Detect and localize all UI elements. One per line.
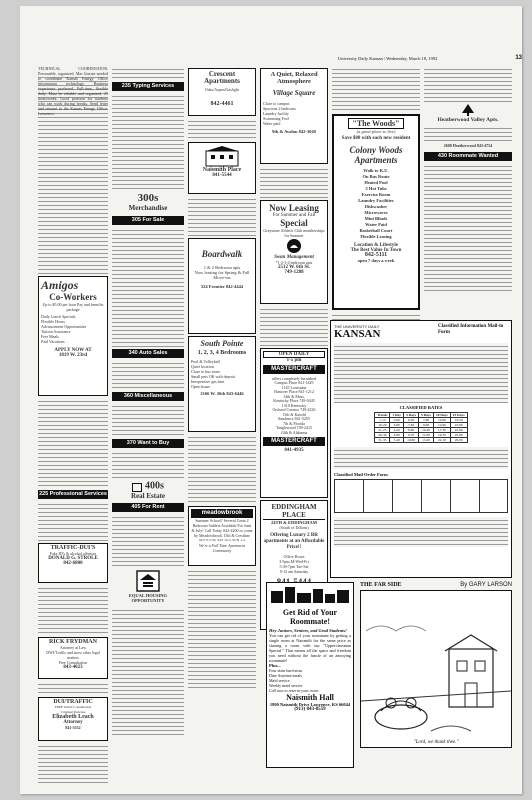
classified-text-block [112,360,184,390]
now-leasing-title: Now Leasing [269,203,319,213]
mastercraft-list-item: 7th & Florida [283,420,305,426]
rick-frydman-ad [38,637,108,679]
amigos-address: 1819 W. 23rd [58,353,88,358]
classified-text-block [38,585,108,635]
woods-best: The Best Value In Town [350,248,402,253]
rates-cell: 19.70 [434,433,451,438]
order-form-fields[interactable] [334,517,508,547]
classified-text-block [112,514,184,566]
mastercraft-list-item: Hanover Place 841-1212 [274,389,314,394]
column-6 [424,66,512,326]
page-header: University Daily Kansan / Wednesday, March 18, 1992 13 [338,55,522,61]
mastercraft-sub: offers completely furnished [271,376,317,381]
classified-text-block [424,66,512,102]
rates-cell: 13.20 [419,438,434,443]
rates-cell: 5.40 [390,438,404,443]
south-pointe-item: Close to bus route [191,369,220,374]
rates-cell: 4.80 [390,433,404,438]
now-leasing-special: Special [280,218,308,228]
rates-cell: 29.00 [450,438,467,443]
meadowbrook-tag: We're a Full Time Apartment Community [198,543,246,553]
classifications-text [334,447,508,469]
rates-cell: 26-30 [375,433,390,438]
naismith-hall-ad [266,582,354,768]
eddingham-sub2: (South of Dillons) [279,525,309,530]
classified-text-block [112,450,184,480]
rates-cell: 7.40 [404,423,419,428]
real-estate-header [112,480,184,500]
village-address: 9th & Avalon 842-3040 [272,129,316,134]
heatherwood-phone: 2600 Heatherwood 843-4754 [443,143,493,148]
naismith-hall-phone: (913) 843-8559 [294,707,326,712]
village-logo: Village Square [272,89,316,97]
roommate-sub: Hey Juniors, Seniors, and Grad Students! [269,628,347,633]
rates-cell: 22.80 [450,428,467,433]
rick-extra: Free Consultation [58,660,88,665]
woods-item: Basketball Court [359,228,393,233]
house-icon [132,483,142,492]
amigos-item: Paid Vacations [41,339,65,344]
classified-text-block [260,166,328,198]
amigos-sub: Up to $5.00 per hour Pay and benefits package [42,302,104,312]
far-side-author: By GARY LARSON [460,582,512,588]
far-side-title: THE FAR SIDE [360,582,402,588]
classified-text-block [38,743,108,783]
naismith-hall-name: Naismith Hall [286,693,334,702]
rates-cell: 16.50 [450,418,467,423]
heatherwood-text [424,125,512,143]
kansan-sub: THE UNIVERSITY DAILY [334,324,380,329]
woods-item: Exercise Room [361,192,391,197]
rates-cell: 9.70 [404,433,419,438]
amigos-item: Daily Lunch Specials [41,314,76,319]
mastercraft-list-item: Campus Place 841-1429 [274,380,314,385]
far-side-comic [360,582,512,762]
dui-traffic-ad [38,697,108,741]
mastercraft-list-item: Orchard Corners 749-4226 [272,407,316,412]
classified-text-block [38,501,108,541]
page-number: 13 [515,55,522,61]
traffic-phone: 842-6800 [63,561,83,566]
rates-cell: 21-25 [375,428,390,433]
south-pointe-item: Quiet location [191,364,214,369]
south-pointe-address: 2166 W. 26th 843-6446 [200,391,244,396]
roommate-text: You can get rid of your roommate by getting a single room at Naismith for the same price as sharing a room with our "Upperclassman Special." That means all the space and freedom you need without the hassle of an annoying roommate! [269,633,351,663]
traffic-ad [38,543,108,583]
rates-cell: 10.40 [419,428,434,433]
roommate-item: Four done bar/extras [269,668,303,673]
classified-text-block [424,163,512,293]
mastercraft-phone: 841-4935 [284,448,304,453]
classified-text-block [188,118,256,140]
rates-header: 5 Days [419,413,434,418]
swan-icon [284,238,304,254]
boardwalk-address: 524 Frontier 842-4444 [200,284,244,289]
rates-cell: 25.90 [450,433,467,438]
village-item: Swimming Pool [263,116,289,121]
woods-item: Water Paid [365,222,387,227]
traffic-title: TRAFFIC-DUI'S [50,545,96,551]
village-square-ad [260,68,328,164]
crescent-title: Crescent Apartments [204,70,240,85]
rates-cell: 9.00 [419,423,434,428]
eddingham-sub: 24TH & EDDINGHAM [271,520,317,525]
rick-name: RICK FRYDMAN [49,639,97,645]
amigos-item: Tuition Assistance [41,329,71,334]
dui-phone: 841-5552 [65,725,81,730]
section-header: 360 Miscellaneous [112,392,184,401]
meadowbrook-text: Summer School? Several Great 2 Bedroom Sublets Available For June & July! Call Today 842-4200 or come by Meadowbrook 15th & Crestline [191,518,253,538]
classified-text-block [38,681,108,695]
open-daily-time: 1-5 pm [286,358,302,363]
cartoon-drawing [361,591,511,747]
eddingham-hours: 5:30-7pm Tue-Sat [279,564,309,569]
rates-cell: 3.60 [390,423,404,428]
rick-sub: DWI/Traffic and most other legal matters [46,650,100,660]
roommate-title: Get Rid of Your Roommate! [282,608,338,626]
mastercraft-list-item: 14th & Mass. [283,393,305,399]
rates-cell: 19.60 [450,423,467,428]
woods-sub: (a great place to live) [356,129,396,134]
far-side-caption: "Lord, we thank thee." [413,740,459,745]
meadowbrook-logo: meadowbrook [191,509,253,518]
swan-title: Swan Management [274,255,314,260]
classified-text-block [332,66,420,112]
order-form-grid[interactable] [334,479,508,513]
boardwalk-logo: Boardwalk [201,249,243,259]
colony-woods-ad [332,114,420,310]
village-item: Spacious 2 bedroom [263,106,296,111]
rates-cell: 7.60 [419,418,434,423]
tree-icon [461,104,475,116]
rates-header: 10 Days [434,413,451,418]
meadowbrook-ad [188,506,256,566]
dui-item: Criminal Defense [60,710,86,714]
now-leasing-sub: For Summer and Fall [272,213,316,218]
column-3 [188,66,256,786]
south-pointe-item: Inexpensive gas heat [191,379,225,384]
far-side-panel [360,590,512,748]
amigos-title: Co-Workers [49,292,97,302]
meadowbrook-hours: M-F 9-5:30, SAT 10-5, SUN 1-4 [199,538,245,542]
woods-item: 2 Hot Tubs [365,186,387,191]
kansan-title: KANSAN [334,328,381,340]
mastercraft-list-item: 15th & Kasold [282,411,306,417]
now-leasing-sub2: Graystone Athletic Club memberships for Summer [263,228,325,238]
classified-text-block [112,93,184,189]
woods-name: Colony Woods Apartments [349,145,403,165]
woods-open: open 7 days a week [357,258,395,263]
rates-cell: 3.00 [390,418,404,423]
classified-text-block [260,306,328,346]
south-pointe-item: Open house [191,384,210,389]
rates-header: 15 Days [450,413,467,418]
rates-cell: 31-35 [375,438,390,443]
woods-item: Heated Pool [364,180,388,185]
skyline-icon [269,585,351,603]
roommate-plus: Plus... [269,663,281,668]
amigos-item: Flexible Hours [41,319,65,324]
mastercraft-list-item: 24th & Alabama [280,429,308,435]
section-header: 340 Auto Sales [112,349,184,358]
heatherwood-title: Heatherwood Valley Apts. [437,117,499,123]
crescent-apartments-ad [188,68,256,116]
classified-text-block [38,398,108,488]
boardwalk-ad [188,238,256,334]
real-estate-label: Real Estate [130,492,166,500]
naismith-place-phone: 841-5544 [212,173,232,178]
roommate-call: Call now to reserve your room. [269,688,319,693]
mastercraft-list-item: 1145 Louisiana [281,384,307,390]
heatherwood-ad [424,104,512,148]
roommate-item: Maid service [269,678,290,683]
boardwalk-sub: 1 & 2 Bedroom apts [203,265,241,270]
boardwalk-sub2: Now leasing for Spring & Fall Move-ins [194,270,250,280]
amigos-logo: Amigos [41,278,79,292]
village-tagline: A Quiet, Relaxed Atmosphere [270,71,318,85]
merchandise-header [112,193,184,212]
paper-name: University Daily Kansan [338,56,383,61]
open-daily-title: OPEN DAILY [263,351,325,358]
woods-item: Mini Blinds [364,216,388,221]
rates-cell: 11.80 [419,433,434,438]
rates-cell: 17.30 [434,428,451,433]
section-header: 225 Professional Services [39,491,107,497]
dui-role: Attorney [63,720,83,725]
woods-phone: 842-5111 [364,252,388,258]
woods-item: Laundry Facilities [358,198,394,203]
column-2 [112,66,184,786]
section-header: 430 Roommate Wanted [424,152,512,161]
crescent-sub: Oaks/Aspen/Gaslight [204,87,240,92]
eddingham-hours: 9-12 am Saturday [279,569,309,574]
woods-item: Flexible Leasing [360,234,392,239]
dui-name: Elizabeth Leach [52,714,94,720]
classified-text-block [188,196,256,236]
classified-text-block [112,607,184,737]
rates-header: Words [375,413,390,418]
swan-sub: *1-2-3-4 bedroom apts [275,260,313,265]
mastercraft-list-item: Sundance 841-5255 [278,416,310,421]
rates-cell: 14.90 [434,423,451,428]
dui-item: FREE Initial Consultation [54,705,92,709]
section-header: 305 For Sale [112,216,184,225]
rates-cell: 12.60 [434,418,451,423]
eddingham-hours: 3-5pm M-Wed-Fri [279,559,309,564]
woods-item: On Bus Route [362,174,390,179]
village-item: Close to campus [263,101,290,106]
real-estate-number: 400s [145,480,164,492]
eddingham-hours: Office Hours [283,554,305,559]
now-leasing-ad [260,200,328,304]
amigos-apply: APPLY NOW AT [54,348,92,353]
rates-cell: 4.20 [390,428,404,433]
classified-text: TECHNICAL COORDINATOR. Personable, organized, Mac literate needed to coordinate Kansas Energy Office information technology. Business experience preferred. Full-time, flexible daily. Must be reliable and organized. 25 hours/week. Good position for students who can work during breaks. Send letter and résumé to the Kansas Energy Office, Lawrence. [38,66,108,116]
roommate-item: Dine Anytime meals [269,673,302,678]
rick-phone: 843-4023 [63,665,83,670]
classified-rates-table [374,412,467,443]
rates-cell: 1-15 [375,418,390,423]
south-pointe-ad [188,336,256,432]
classified-text-block [112,403,184,437]
column-1 [38,66,108,786]
amigos-item: Free Meals [41,334,59,339]
mastercraft-ad [260,348,328,498]
rates-header: 1 Day [390,413,404,418]
south-pointe-beds: 1, 2, 3, 4 Bedrooms [197,350,247,356]
swan-phone: 749-1288 [284,270,304,275]
traffic-sub: Fake ID's & alcohol offenses [49,551,97,556]
kansan-form-title: Classified Information Mail-in Form [438,324,504,335]
village-item: Water paid [263,121,281,126]
rates-cell: 10.80 [404,438,419,443]
roommate-item: Weekly maid service [269,683,303,688]
classified-text-block [188,568,256,688]
traffic-name: DONALD G. STROLE [48,556,98,561]
woods-item: Dishwasher [364,204,388,209]
rates-cell: 22.10 [434,438,451,443]
issue-date: Wednesday, March 18, 1992 [386,56,438,61]
mastercraft-list-item: Kentucky Place 749-0445 [273,398,315,403]
rates-header: 3 Days [404,413,419,418]
naismith-place-title: Naismith Place [202,167,242,173]
amigos-ad [38,276,108,396]
woods-title: "The Woods" [348,118,403,129]
rates-row [375,438,467,443]
amigos-item: Advancement Opportunities [41,324,87,329]
south-pointe-item: Small pets OK with deposit [191,374,236,379]
south-pointe-logo: South Pointe [200,339,244,348]
naismith-place-ad [188,142,256,194]
swan-address: 2512 W. 6th St. [277,265,311,270]
equal-housing-icon [136,570,160,592]
rates-cell: 6.30 [404,418,419,423]
eddingham-text: Offering Luxury 2 BR apartments at an Affordable Price!! [263,533,325,550]
rates-cell: 8.60 [404,428,419,433]
classified-text-block [112,66,184,80]
south-pointe-item: Pool & Volleyball [191,359,220,364]
dui-title: DUI/TRAFFIC [53,699,93,705]
mail-form-title: Classified Mail Order Form [334,472,388,477]
kansan-classified-form [330,320,512,578]
mastercraft-logo-bottom: MASTERCRAFT [263,437,325,446]
crescent-phone: 842-4461 [210,101,234,107]
equal-housing-title: EQUAL HOUSING OPPORTUNITY [128,593,168,603]
newspaper-page [20,6,522,794]
woods-save: Save $88 with each new resident [341,136,411,141]
woods-item: Walk to K.U. [363,168,389,173]
classified-rates-title: CLASSIFIED RATES [399,405,443,410]
classified-text-block [112,227,184,347]
mastercraft-logo: MASTERCRAFT [263,365,325,374]
rates-cell: 16-20 [375,423,390,428]
section-header: 235 Typing Services [112,82,184,91]
kansan-policy-text [334,343,508,403]
merchandise-label: Merchandise [128,204,168,212]
woods-location: Location & Lifestyle [354,243,398,248]
merchandise-number: 300s [137,192,159,204]
equal-housing-logo [112,570,184,603]
eddingham-title: EDDINGHAM PLACE [263,503,325,520]
section-header: 405 For Rent [112,503,184,512]
rick-title: Attorney at Law [59,645,87,650]
mastercraft-list-item: 1310 Kentucky [281,402,307,408]
classified-text-block [188,434,256,504]
village-item: Laundry facility [263,111,289,116]
building-icon [202,145,242,167]
mastercraft-list-item: Tanglewood 749-2415 [275,425,313,430]
section-header: 370 Want to Buy [112,439,184,448]
woods-item: Microwaves [364,210,388,215]
naismith-hall-address: 1800 Naismith Drive Lawrence, KS 66044 [269,702,351,707]
